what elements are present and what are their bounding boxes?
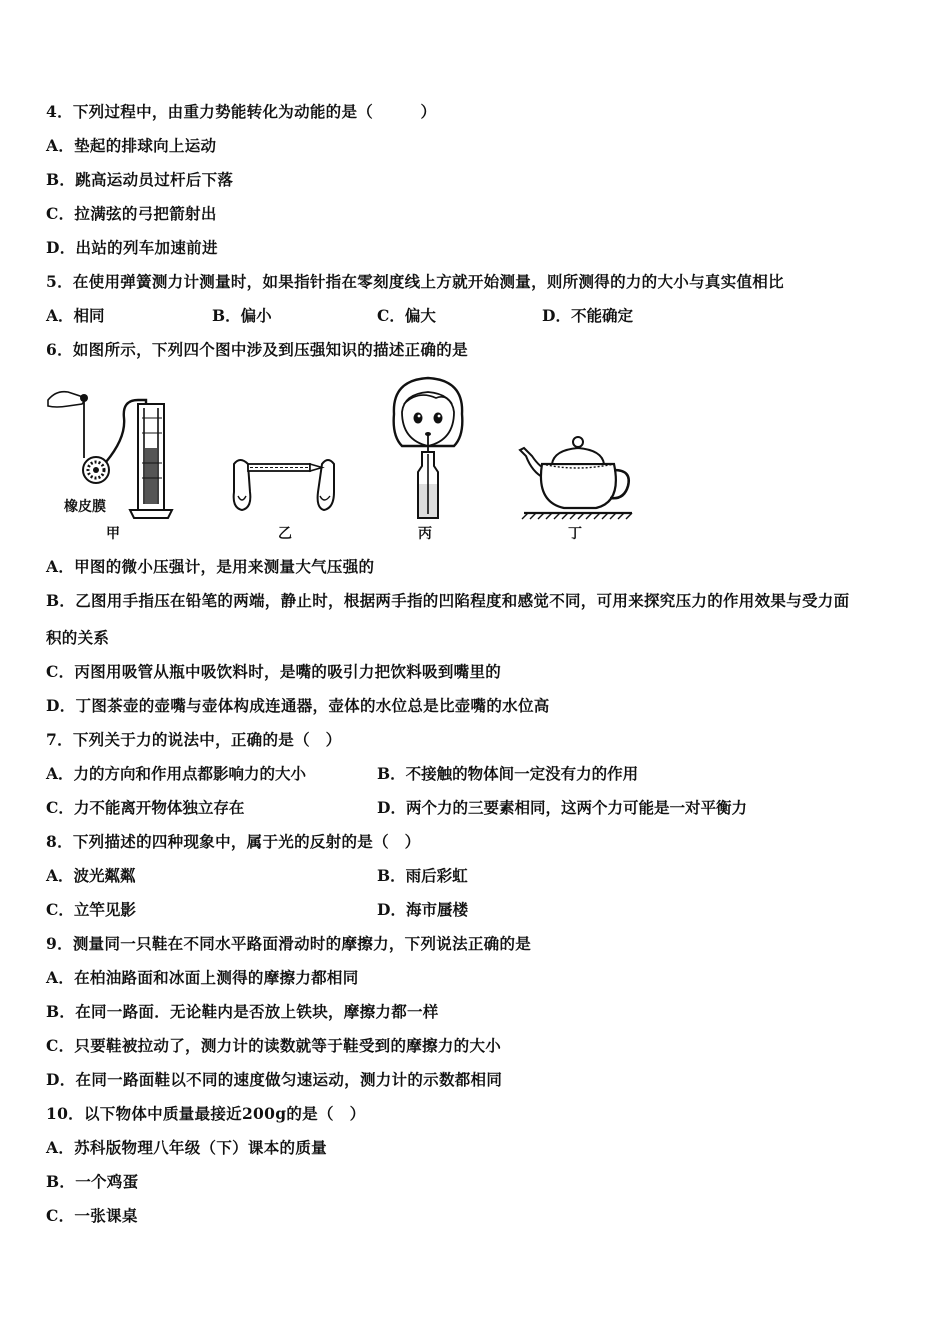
q5-option-a: A．相同 xyxy=(46,306,105,325)
q8-option-c: C．立竿见影 xyxy=(46,900,136,919)
q9-stem: 9．测量同一只鞋在不同水平路面滑动时的摩擦力，下列说法正确的是 xyxy=(46,934,532,953)
q8-stem: 8．下列描述的四种现象中，属于光的反射的是（ ） xyxy=(46,832,421,851)
q6-option-b-continued: 积的关系 xyxy=(46,628,110,647)
q6-option-d: D．丁图茶壶的壶嘴与壶体构成连通器，壶体的水位总是比壶嘴的水位高 xyxy=(46,696,550,715)
q8-option-b: B．雨后彩虹 xyxy=(377,866,468,885)
q7-option-c: C．力不能离开物体独立存在 xyxy=(46,798,245,817)
q5-stem: 5．在使用弹簧测力计测量时，如果指针指在零刻度线上方就开始测量，则所测得的力的大小与真实值相比 xyxy=(46,272,784,291)
q6-stem: 6．如图所示，下列四个图中涉及到压强知识的描述正确的是 xyxy=(46,340,468,359)
q9-option-b: B．在同一路面．无论鞋内是否放上铁块，摩擦力都一样 xyxy=(46,1002,439,1021)
figure-label-rubber-membrane: 橡皮膜 xyxy=(64,499,106,515)
q9-option-d: D．在同一路面鞋以不同的速度做匀速运动，测力计的示数都相同 xyxy=(46,1070,503,1089)
q6-option-a: A．甲图的微小压强计，是用来测量大气压强的 xyxy=(46,557,375,576)
q9-option-a: A．在柏油路面和冰面上测得的摩擦力都相同 xyxy=(46,968,359,987)
q7-option-b: B．不接触的物体间一定没有力的作用 xyxy=(377,764,639,783)
figure-yi-pencil-fingers xyxy=(226,452,338,522)
q7-option-d: D．两个力的三要素相同，这两个力可能是一对平衡力 xyxy=(377,798,747,817)
q8-option-d: D．海市蜃楼 xyxy=(377,900,468,919)
q6-option-c: C．丙图用吸管从瓶中吸饮料时，是嘴的吸引力把饮料吸到嘴里的 xyxy=(46,662,502,681)
q5-option-d: D．不能确定 xyxy=(542,306,633,325)
figure-bing-girl-straw xyxy=(388,374,468,522)
q4-option-b: B．跳高运动员过杆后下落 xyxy=(46,170,234,189)
q6-option-b: B．乙图用手指压在铅笔的两端，静止时，根据两手指的凹陷程度和感觉不同，可用来探究压力的作用效果与受力面 xyxy=(46,591,850,610)
q10-stem: 10．以下物体中质量最接近200g的是（ ） xyxy=(46,1104,366,1123)
q10-option-b: B．一个鸡蛋 xyxy=(46,1172,139,1191)
figure-ding-teapot xyxy=(516,426,636,520)
q5-option-c: C．偏大 xyxy=(377,306,436,325)
q7-option-a: A．力的方向和作用点都影响力的大小 xyxy=(46,764,307,783)
q10-option-a: A．苏科版物理八年级（下）课本的质量 xyxy=(46,1138,327,1157)
figure-label-yi: 乙 xyxy=(278,526,292,542)
q7-stem: 7．下列关于力的说法中，正确的是（ ） xyxy=(46,730,342,749)
q4-option-d: D．出站的列车加速前进 xyxy=(46,238,218,257)
q4-option-a: A．垫起的排球向上运动 xyxy=(46,136,217,155)
q4-option-c: C．拉满弦的弓把箭射出 xyxy=(46,204,217,223)
q8-option-a: A．波光粼粼 xyxy=(46,866,136,885)
q4-stem: 4．下列过程中，由重力势能转化为动能的是（ ） xyxy=(46,102,437,121)
q9-option-c: C．只要鞋被拉动了，测力计的读数就等于鞋受到的摩擦力的大小 xyxy=(46,1036,502,1055)
figure-label-jia: 甲 xyxy=(106,526,120,542)
figure-label-bing: 丙 xyxy=(418,526,432,542)
q10-option-c: C．一张课桌 xyxy=(46,1206,138,1225)
figure-label-ding: 丁 xyxy=(568,526,582,542)
q5-option-b: B．偏小 xyxy=(212,306,272,325)
